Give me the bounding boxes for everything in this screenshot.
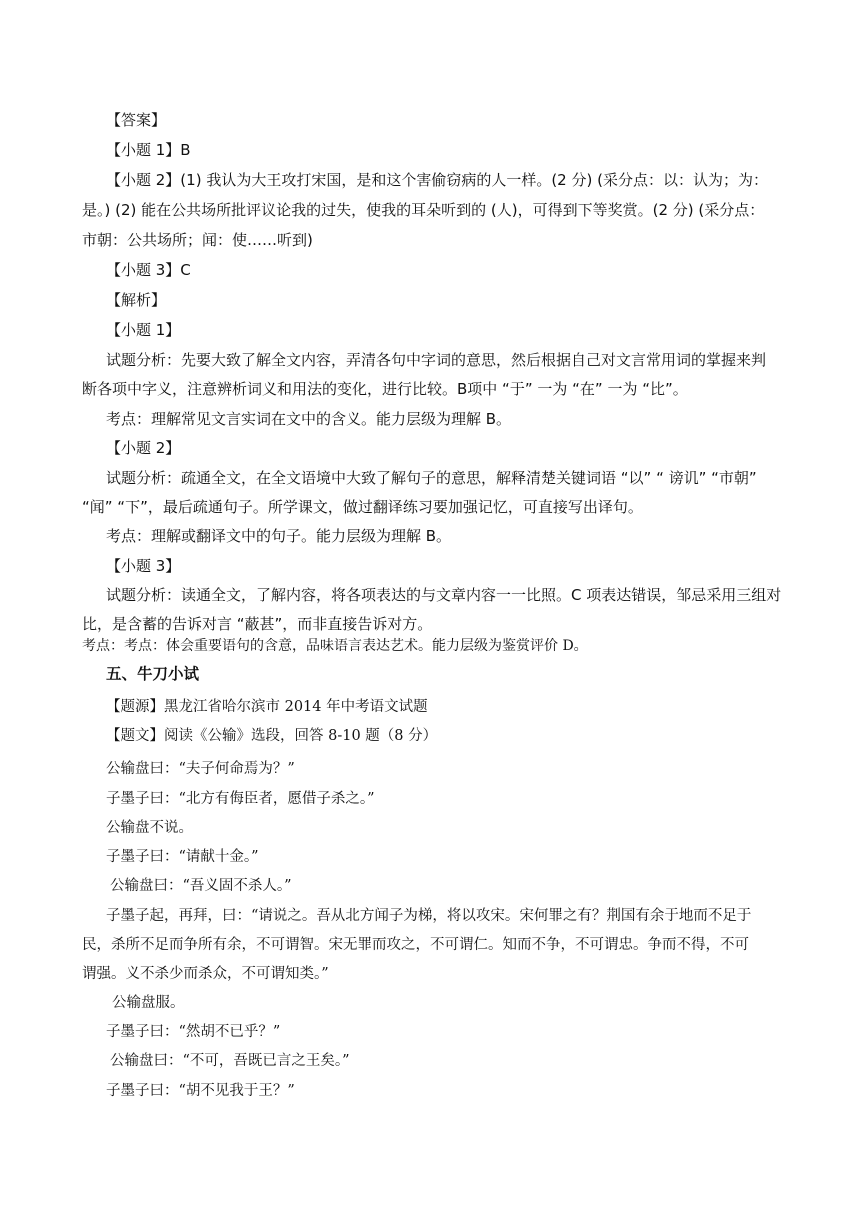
passage-line: 子墨子曰：“胡不见我于王？” (106, 1083, 295, 1099)
q1-analysis-line-1: 试题分析：先要大致了解全文内容，弄清各句中字词的意思，然后根据自己对文言常用词的掌握来判 (106, 351, 767, 369)
q3-analysis-line-1: 试题分析：读通全文，了解内容，将各项表达的与文章内容一一比照。C 项表达错误，邹忌采用三组对 (106, 586, 782, 604)
q2-analysis-line-1: 试题分析：疏通全文，在全文语境中大致了解句子的意思，解释清楚关键词语 “以” “ 谤讥” “市朝” (106, 469, 757, 487)
section-heading: 五、牛刀小试 (106, 665, 200, 683)
passage-line: 民，杀所不足而争所有余，不可谓智。宋无罪而攻之，不可谓仁。知而不争，不可谓忠。争而不得，不可 (82, 937, 749, 953)
q1-point: 考点：理解常见文言实词在文中的含义。能力层级为理解 B。 (106, 410, 512, 428)
passage-line: 公输盘曰：“夫子何命焉为？” (106, 761, 295, 777)
q3-point: 考点：考点：体会重要语句的含意，品味语言表达艺术。能力层级为鉴赏评价 D。 (82, 638, 588, 654)
passage-line: 子墨子起，再拜，曰：“请说之。吾从北方闻子为梯，将以攻宋。宋何罪之有？荆国有余于地而不足于 (106, 908, 752, 924)
q2-analysis-line-2: “闻” “下”，最后疏通句子。所学课文，做过翻译练习要加强记忆，可直接写出译句。 (82, 498, 643, 516)
q1-analysis-line-2: 断各项中字义，注意辨析词义和用法的变化，进行比较。B项中 “于” 一为 “在” 一为 “比”。 (82, 380, 688, 398)
analysis-label: 【解析】 (106, 291, 167, 309)
question-prompt: 【题文】阅读《公输》选段，回答 8-10 题（8 分） (106, 728, 438, 744)
q3-analysis-label: 【小题 3】 (106, 557, 181, 575)
q2-analysis-label: 【小题 2】 (106, 439, 181, 457)
q2-point: 考点：理解或翻译文中的句子。能力层级为理解 B。 (106, 527, 452, 545)
q3-answer: 【小题 3】C (106, 261, 191, 279)
passage-line: 子墨子曰：“请献十金。” (106, 849, 259, 865)
question-source: 【题源】黑龙江省哈尔滨市 2014 年中考语文试题 (106, 699, 428, 715)
q2-answer-line-1: 【小题 2】(1) 我认为大王攻打宋国，是和这个害偷窃病的人一样。(2 分) (采分点：以：认为；为： (106, 171, 768, 189)
passage-line: 公输盘曰：“不可，吾既已言之王矣。” (110, 1053, 350, 1069)
passage-line: 公输盘服。 (112, 995, 185, 1011)
q2-answer-line-2: 是。) (2) 能在公共场所批评议论我的过失，使我的耳朵听到的 (人)，可得到下等奖赏。(2 分) (采分点： (82, 201, 765, 219)
passage-line: 子墨子曰：“然胡不已乎？” (106, 1024, 281, 1040)
q1-analysis-label: 【小题 1】 (106, 321, 181, 339)
passage-line: 谓强。义不杀少而杀众，不可谓知类。” (82, 966, 329, 982)
passage-line: 公输盘曰：“吾义固不杀人。” (110, 878, 292, 894)
q1-answer: 【小题 1】B (106, 141, 191, 159)
q2-answer-line-3: 市朝：公共场所；闻：使……听到) (82, 231, 313, 249)
q3-analysis-line-2: 比，是含蓄的告诉对言 “蔽甚”，而非直接告诉对方。 (82, 615, 433, 633)
answer-label: 【答案】 (106, 111, 167, 129)
passage-line: 公输盘不说。 (106, 820, 193, 836)
passage-line: 子墨子曰：“北方有侮臣者，愿借子杀之。” (106, 791, 375, 807)
